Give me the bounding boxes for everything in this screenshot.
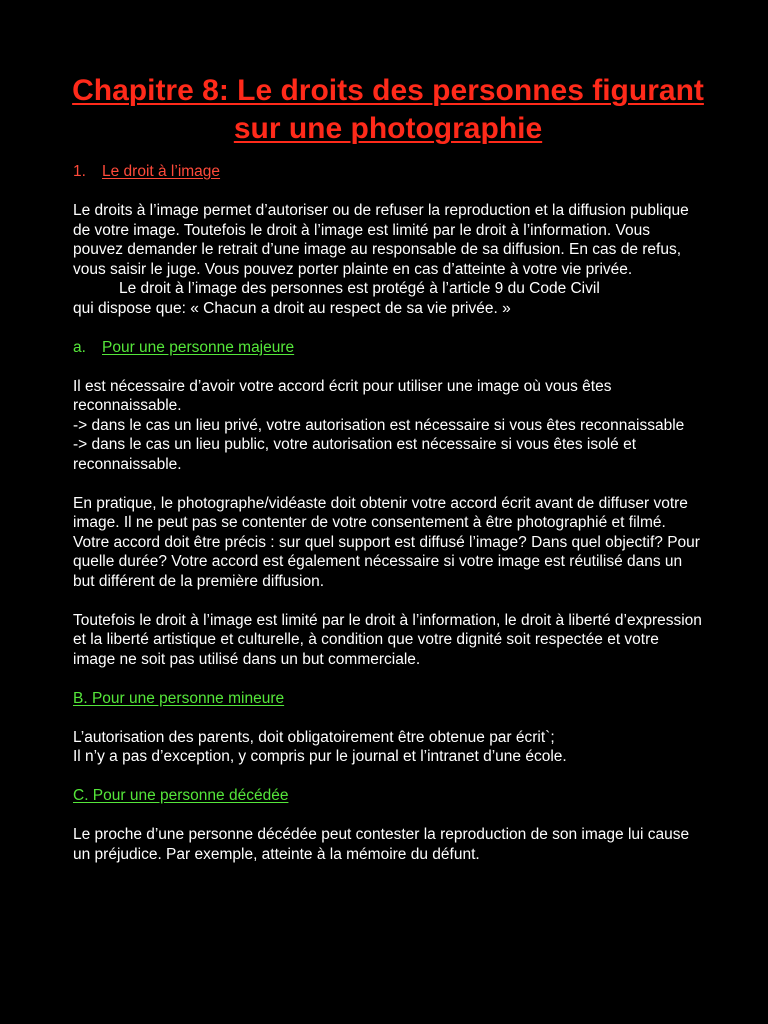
section-heading-droit-image: [73, 162, 703, 182]
section-heading-label: Pour une personne majeure: [102, 338, 295, 356]
paragraph-accord-ecrit: Il est nécessaire d’avoir votre accord écrit pour utiliser une image où vous êtes reconnaissable.: [73, 377, 612, 414]
section-heading-label: Le droit à l’image: [102, 163, 221, 180]
paragraph-autorisation-parents: L’autorisation des parents, doit obligatoirement être obtenue par écrit`;: [73, 728, 555, 746]
paragraph-en-pratique: En pratique, le photographe/vidéaste doit obtenir votre accord écrit avant de diffuser votre image. Il ne peut pas se contenter de votre consentement à être photographié et filmé. Votre accord doit être précis : sur quel support est diffusé l’image? Dans quel objectif? Pour quelle durée? Votre accord est également nécessaire si votre image est réutilisé dans un but différent de la première diffusion.: [73, 494, 700, 590]
section-heading-mineure: [73, 689, 703, 709]
paragraph-personne-decedee: Le proche d’une personne décédée peut contester la reproduction de son image lui cause un préjudice. Par exemple, atteinte à la mémoire du défunt.: [73, 826, 690, 863]
paragraph-code-civil-line2: qui dispose que: « Chacun a droit au respect de sa vie privée. »: [73, 299, 511, 317]
paragraph-pas-exception: Il n’y a pas d’exception, y compris pur le journal et l’intranet d’une école.: [73, 748, 567, 765]
paragraph-droit-image: Le droits à l’image permet d’autoriser ou de refuser la reproduction et la diffusion publique de votre image. Toutefois le droit à l’image est limité par le droit à l’information. Vous pouvez demander le retrait d’une image au responsable de sa diffusion. En cas de refus, vous saisir le juge. Vous pouvez porter plainte en cas d’atteinte à votre vie privée.: [73, 202, 689, 278]
page-title: Chapitre 8: Le droits des personnes figurant sur une photographie: [72, 74, 704, 145]
paragraph-code-civil-line1: Le droit à l’image des personnes est protégé à l’article 9 du Code Civil: [119, 280, 600, 297]
paragraph-lieu-public: -> dans le cas un lieu public, votre autorisation est nécessaire si vous êtes isolé et reconnaissable.: [73, 436, 637, 473]
section-number: 1.: [73, 163, 86, 180]
section-heading-label: C. Pour une personne décédée: [73, 787, 289, 804]
section-heading-majeure: [73, 338, 703, 358]
document-page: [73, 72, 703, 864]
section-number: a.: [73, 338, 86, 356]
section-heading-decedee: [73, 786, 703, 806]
paragraph-lieu-prive: -> dans le cas un lieu privé, votre autorisation est nécessaire si vous êtes reconnaissable: [73, 416, 685, 434]
paragraph-limite-information: Toutefois le droit à l’image est limité par le droit à l’information, le droit à liberté d’expression et la liberté artistique et culturelle, à condition que votre dignité soit respectée et votre image ne soit pas utilisé dans un but commerciale.: [73, 611, 702, 668]
section-heading-label: B. Pour une personne mineure: [73, 689, 285, 707]
